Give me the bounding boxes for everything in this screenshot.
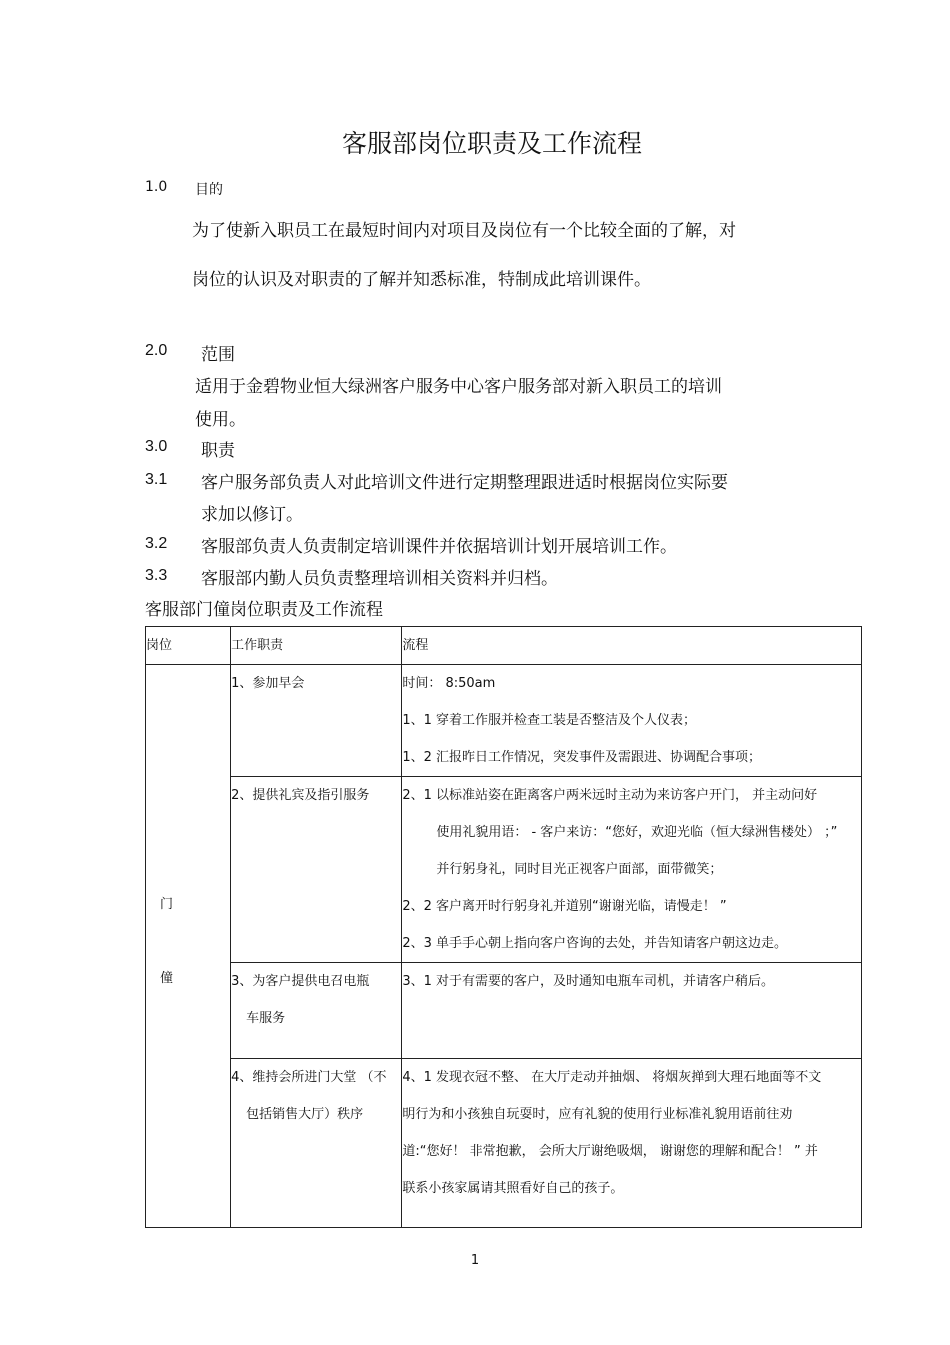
section-number: 3.1 [145,471,168,488]
table-header-row [146,627,862,665]
duty-line: 2、提供礼宾及指引服务 [231,788,370,803]
paragraph-line: 客服部内勤人员负责整理培训相关资料并归档。 [201,569,558,589]
flow-line: 时间： 8:50am [402,676,496,691]
paragraph-line: 求加以修订。 [201,505,303,525]
duty-flow-table [145,626,862,1228]
section-number: 1.0 [145,179,168,195]
section-number: 3.2 [145,535,168,552]
flow-cell [402,665,862,777]
table-caption: 客服部门僮岗位职责及工作流程 [145,600,383,620]
table-row [146,1059,862,1228]
duty-cell [231,665,402,777]
duty-line: 4、维持会所进门大堂 （不 [231,1070,387,1085]
duty-cell [231,777,402,963]
flow-line: 使用礼貌用语： - 客户来访：“您好，欢迎光临（恒大绿洲售楼处） ；” [436,825,838,840]
header-duty: 工作职责 [231,627,402,665]
position-char: 门 [160,897,174,912]
flow-line: 4、1 发现衣冠不整、 在大厅走动并抽烟、 将烟灰掸到大理石地面等不文 [402,1070,822,1085]
flow-cell [402,777,862,963]
flow-line: 联系小孩家属请其照看好自己的孩子。 [402,1181,624,1196]
flow-line: 道:“您好！ 非常抱歉， 会所大厅谢绝吸烟， 谢谢您的理解和配合！ ” 并 [402,1144,818,1159]
duty-line: 1、参加早会 [231,676,305,691]
section-heading: 范围 [201,345,235,365]
flow-line: 并行躬身礼，同时目光正视客户面部，面带微笑； [436,862,723,877]
position-char: 僮 [160,971,174,986]
flow-cell [402,1059,862,1228]
duty-cell [231,1059,402,1228]
paragraph-line: 客服部负责人负责制定培训课件并依据培训计划开展培训工作。 [201,537,677,557]
flow-line: 明行为和小孩独自玩耍时，应有礼貌的使用行业标准礼貌用语前往劝 [402,1107,793,1122]
table-row [146,665,862,777]
flow-cell [402,963,862,1059]
paragraph-line: 岗位的认识及对职责的了解并知悉标准，特制成此培训课件。 [192,270,651,290]
header-position: 岗位 [146,627,231,665]
header-flow: 流程 [402,627,862,665]
table-row [146,777,862,963]
flow-line: 2、3 单手手心朝上指向客户咨询的去处，并告知请客户朝这边走。 [402,936,788,951]
page-number: 1 [470,1253,480,1268]
section-number: 3.0 [145,438,168,455]
section-number: 2.0 [145,342,168,359]
position-cell [146,665,231,1228]
duty-line: 3、为客户提供电召电瓶 [231,974,370,989]
section-number: 3.3 [145,567,168,584]
page-title: 客服部岗位职责及工作流程 [341,129,642,158]
paragraph-line: 使用。 [195,410,246,430]
section-heading: 目的 [195,182,223,198]
paragraph-line: 为了使新入职员工在最短时间内对项目及岗位有一个比较全面的了解，对 [192,221,736,241]
duty-cell [231,963,402,1059]
duty-line: 包括销售大厅）秩序 [246,1107,364,1122]
flow-line: 3、1 对于有需要的客户，及时通知电瓶车司机，并请客户稍后。 [402,974,775,989]
flow-line: 1、2 汇报昨日工作情况，突发事件及需跟进、协调配合事项； [402,750,762,765]
flow-line: 2、1 以标准站姿在距离客户两米远时主动为来访客户开门， 并主动问好 [402,788,818,803]
section-heading: 职责 [201,441,235,461]
paragraph-line: 适用于金碧物业恒大绿洲客户服务中心客户服务部对新入职员工的培训 [195,377,722,397]
flow-line: 2、2 客户离开时行躬身礼并道别“谢谢光临，请慢走！ ” [402,899,727,914]
paragraph-line: 客户服务部负责人对此培训文件进行定期整理跟进适时根据岗位实际要 [201,473,728,493]
duty-line: 车服务 [246,1011,286,1026]
flow-line: 1、1 穿着工作服并检查工装是否整洁及个人仪表； [402,713,697,728]
table-row [146,963,862,1059]
